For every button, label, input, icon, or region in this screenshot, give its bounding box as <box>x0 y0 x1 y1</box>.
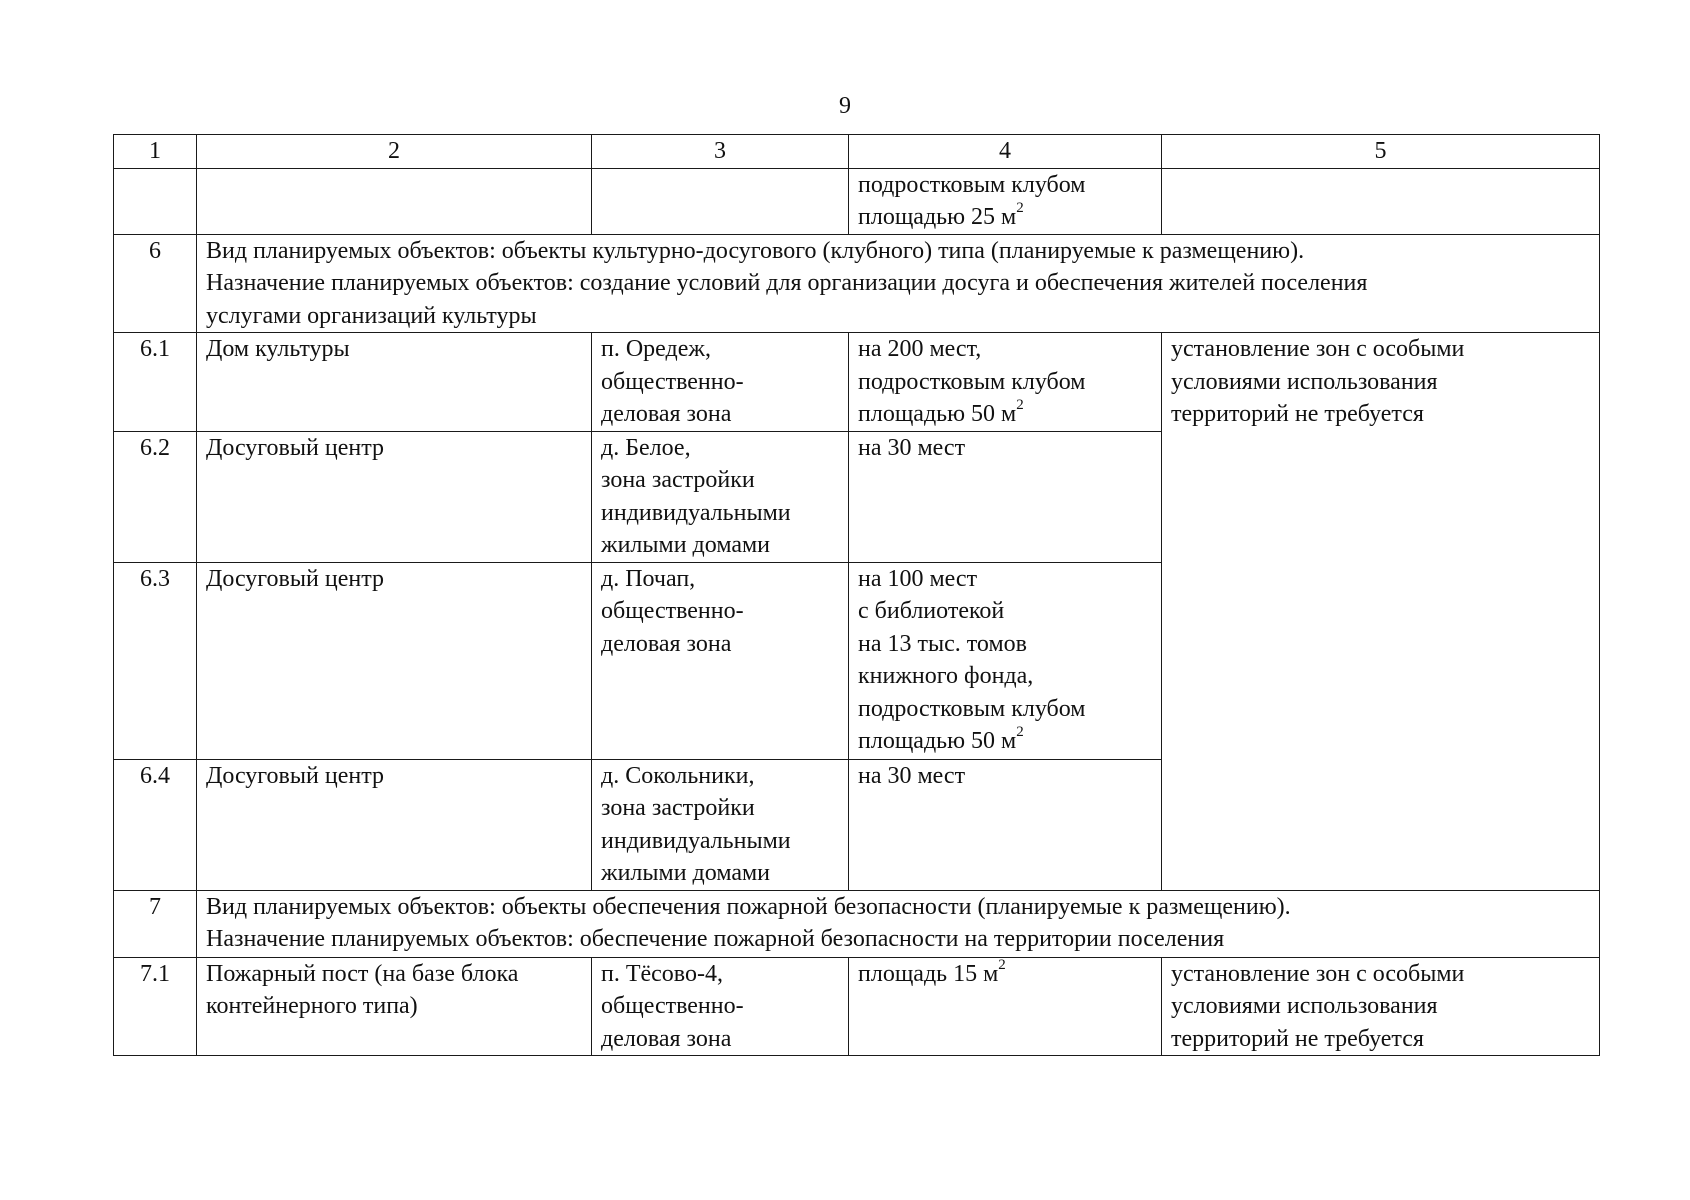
text-line: территорий не требуется <box>1171 401 1424 427</box>
text-line: с библиотекой <box>858 598 1005 624</box>
text-line: установление зон с особыми <box>1171 960 1465 987</box>
text-line: д. Почап, <box>601 565 696 592</box>
object-name: Дом культуры <box>197 333 592 432</box>
planned-objects-table <box>113 134 1600 1056</box>
row-number: 6.3 <box>114 562 197 759</box>
text-line: контейнерного типа) <box>206 993 418 1019</box>
text-line: на 200 мест, <box>858 336 982 362</box>
text-line: услугами организаций культуры <box>206 302 537 329</box>
text-line: Пожарный пост (на базе блока <box>206 960 519 987</box>
column-number: 5 <box>1162 135 1600 169</box>
page-number: 9 <box>839 93 851 119</box>
text-line: установление зон с особыми <box>1171 336 1465 362</box>
text-line: площадью 50 $м^2$ <box>858 724 1024 754</box>
text-line: жилыми домами <box>601 532 771 558</box>
location-cell <box>592 957 849 1056</box>
text-line: Вид планируемых объектов: объекты культурно-досугового (клубного) типа (планируемые к размещению). <box>206 237 1305 264</box>
column-number: 1 <box>114 135 197 169</box>
params-cell <box>849 168 1162 234</box>
text-line: общественно- <box>601 993 744 1019</box>
text-line: на 30 мест <box>858 434 966 461</box>
row-number: 6.1 <box>114 333 197 432</box>
params-cell <box>849 333 1162 432</box>
empty-cell <box>197 168 592 234</box>
continuation-row <box>114 168 1600 234</box>
column-number-row <box>114 135 1600 169</box>
text-line: д. Белое, <box>601 434 691 461</box>
text-line: общественно- <box>601 368 744 395</box>
text-line: Назначение планируемых объектов: обеспечение пожарной безопасности на территории поселения <box>206 926 1225 952</box>
section-description <box>197 234 1600 333</box>
text-line: д. Сокольники, <box>601 762 755 789</box>
column-number: 2 <box>197 135 592 169</box>
text-line: деловая зона <box>601 630 732 657</box>
text-line: условиями использования <box>1171 368 1438 395</box>
text-line: книжного фонда, <box>858 663 1034 689</box>
column-number: 3 <box>592 135 849 169</box>
empty-cell <box>1162 168 1600 234</box>
section-number: 7 <box>114 890 197 957</box>
object-name: Досуговый центр <box>197 562 592 759</box>
location-cell <box>592 333 849 432</box>
text-line: зона застройки <box>601 467 755 493</box>
location-cell <box>592 431 849 562</box>
text-line: территорий не требуется <box>1171 1025 1424 1052</box>
params-cell <box>849 562 1162 759</box>
empty-cell <box>592 168 849 234</box>
text-line: условиями использования <box>1171 993 1438 1019</box>
text-line: Назначение планируемых объектов: создание условий для организации досуга и обеспечения жителей поселения <box>206 270 1368 296</box>
section-number: 6 <box>114 234 197 333</box>
section-row <box>114 234 1600 333</box>
section-row <box>114 890 1600 957</box>
text-line: жилыми домами <box>601 860 771 886</box>
location-cell <box>592 562 849 759</box>
table-row <box>114 957 1600 1056</box>
text-line: площадью 25 $м^2$ <box>858 200 1024 230</box>
text-line: деловая зона <box>601 1025 732 1052</box>
object-name <box>197 957 592 1056</box>
params-cell <box>849 431 1162 562</box>
object-name: Досуговый центр <box>197 759 592 890</box>
superscript: 2 <box>1016 200 1024 216</box>
superscript: 2 <box>998 957 1006 973</box>
row-number: 6.4 <box>114 759 197 890</box>
text-line: зона застройки <box>601 795 755 821</box>
empty-cell <box>114 168 197 234</box>
text-line: п. Оредеж, <box>601 336 711 362</box>
text-line: Вид планируемых объектов: объекты обеспечения пожарной безопасности (планируемые к размещению). <box>206 893 1291 920</box>
text-line: площадь 15 $м^2$ <box>858 957 1006 987</box>
object-name: Досуговый центр <box>197 431 592 562</box>
text-line: индивидуальными <box>601 827 791 854</box>
text-line: подростковым клубом <box>858 368 1086 395</box>
row-number: 6.2 <box>114 431 197 562</box>
text-line: деловая зона <box>601 401 732 427</box>
text-line: индивидуальными <box>601 499 791 526</box>
text-line: подростковым клубом <box>858 695 1086 722</box>
params-cell <box>849 957 1162 1056</box>
text-line: подростковым клубом <box>858 171 1086 198</box>
zones-cell <box>1162 333 1600 891</box>
row-number: 7.1 <box>114 957 197 1056</box>
text-line: п. Тёсово-4, <box>601 960 723 987</box>
section-description <box>197 890 1600 957</box>
text-line: на 30 мест <box>858 762 966 789</box>
text-line: на 100 мест <box>858 565 978 592</box>
zones-cell <box>1162 957 1600 1056</box>
table-row <box>114 333 1600 432</box>
location-cell <box>592 759 849 890</box>
text-line: площадью 50 $м^2$ <box>858 397 1024 427</box>
superscript: 2 <box>1016 397 1024 413</box>
text-line: общественно- <box>601 598 744 624</box>
params-cell <box>849 759 1162 890</box>
superscript: 2 <box>1016 724 1024 740</box>
text-line: на 13 тыс. томов <box>858 630 1027 657</box>
column-number: 4 <box>849 135 1162 169</box>
